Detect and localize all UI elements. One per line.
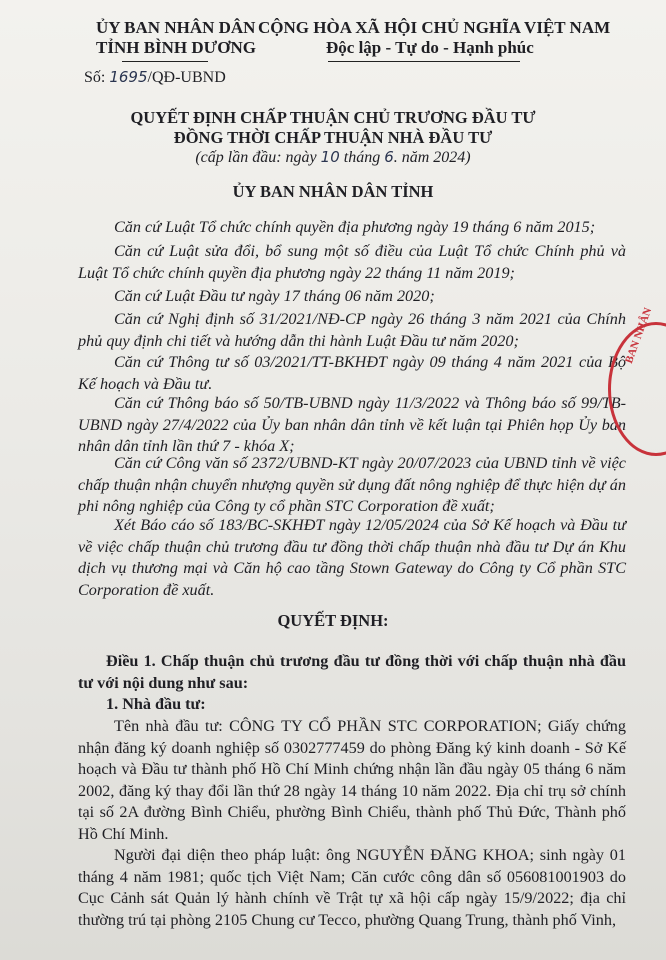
basis-5: Căn cứ Thông tư số 03/2021/TT-BKHĐT ngày 09 tháng 4 năm 2021 của Bộ Kế hoạch và Đầu tư. [78,353,626,393]
basis-3: Căn cứ Luật Đầu tư ngày 17 tháng 06 năm 2020; [114,287,435,305]
basis-7: Căn cứ Công văn số 2372/UBND-KT ngày 20/07/2023 của UBND tỉnh về việc chấp thuận nhận chuyển nhượng quyền sử dụng đất nông nghiệp để thực hiện dự án phi nông nghiệp của Công ty cổ phần STC Corporation đề xuất; [78,454,626,516]
national-title: CỘNG HÒA XÃ HỘI CHỦ NGHĨA VIỆT NAM [258,18,611,37]
agency-name-line1: ỦY BAN NHÂN DÂN [96,18,256,37]
basis-8: Xét Báo cáo số 183/BC-SKHĐT ngày 12/05/2024 của Sở Kế hoạch và Đầu tư về việc chấp thuận chủ trương đầu tư đồng thời chấp thuận nhà đầu tư Dự án Khu dịch vụ thương mại và Căn hộ cao tầng Stown Gateway do Công ty Cổ phần STC Corporation đề xuất. [78,516,626,599]
number-label: Số: [84,69,110,86]
basis-2: Căn cứ Luật sửa đổi, bổ sung một số điều của Luật Tổ chức Chính phủ và Luật Tổ chức chính quyền địa phương ngày 22 tháng 11 năm 2019; [78,242,626,282]
national-motto: Độc lập - Tự do - Hạnh phúc [326,38,534,57]
agency-underline [122,61,208,62]
issuer-heading: ỦY BAN NHÂN DÂN TỈNH [232,182,434,201]
handwritten-number: 1695 [109,68,148,86]
basis-4: Căn cứ Nghị định số 31/2021/NĐ-CP ngày 26 tháng 3 năm 2021 của Chính phủ quy định chi tiết và hướng dẫn thi hành Luật Đầu tư năm 2020; [78,310,626,350]
investor-paragraph: Tên nhà đầu tư: CÔNG TY CỔ PHẦN STC CORPORATION; Giấy chứng nhận đăng ký doanh nghiệp số 0302777459 do phòng Đăng ký kinh doanh - Sở Kế hoạch và Đầu tư thành phố Hồ Chí Minh chứng nhận lần đầu ngày 05 tháng 6 năm 2002, đăng ký thay đổi lần thứ 28 ngày 14 tháng 10 năm 2022. Địa chỉ trụ sở chính tại số 2A đường Bình Chiểu, phường Bình Chiểu, thành phố Thủ Đức, Thành phố Hồ Chí Minh. [78,717,626,843]
section-1-heading: 1. Nhà đầu tư: [106,695,206,713]
issue-month: 6 [384,148,394,166]
motto-underline [328,61,520,62]
number-suffix: /QĐ-UBND [147,69,226,86]
article-1-heading: Điều 1. Chấp thuận chủ trương đầu tư đồng thời với chấp thuận nhà đầu tư với nội dung như sau: [78,652,626,692]
decision-title-line2: ĐỒNG THỜI CHẤP THUẬN NHÀ ĐẦU TƯ [173,128,493,147]
decision-title-line1: QUYẾT ĐỊNH CHẤP THUẬN CHỦ TRƯƠNG ĐẦU TƯ [130,108,536,127]
seal-text: BAN NHÂN [623,306,655,366]
agency-name-line2: TỈNH BÌNH DƯƠNG [96,38,256,57]
decision-heading: QUYẾT ĐỊNH: [277,611,389,630]
basis-1: Căn cứ Luật Tổ chức chính quyền địa phương ngày 19 tháng 6 năm 2015; [114,218,596,236]
representative-paragraph: Người đại diện theo pháp luật: ông NGUYỄN ĐĂNG KHOA; sinh ngày 01 tháng 4 năm 1981; quốc tịch Việt Nam; Căn cước công dân số 056081001903 do Cục Cảnh sát Quản lý hành chính về Trật tự xã hội cấp ngày 15/9/2022; địa chỉ thường trú tại phòng 2105 Chung cư Tecco, phường Quang Trung, thành phố Vinh, [78,846,626,929]
issue-date-prefix: (cấp lần đầu: ngày [195,149,321,166]
issue-day: 10 [320,148,340,166]
issue-date-suffix: . năm 2024) [393,149,471,166]
document-number [84,68,226,87]
basis-6: Căn cứ Thông báo số 50/TB-UBND ngày 11/3/2022 và Thông báo số 99/TB-UBND ngày 27/4/2022 của Ủy ban nhân dân tỉnh về kết luận tại Phiên họp Ủy ban nhân dân tỉnh lần thứ 7 - khóa X; [78,394,626,456]
issue-date [0,148,666,167]
issue-date-mid: tháng [339,149,385,166]
